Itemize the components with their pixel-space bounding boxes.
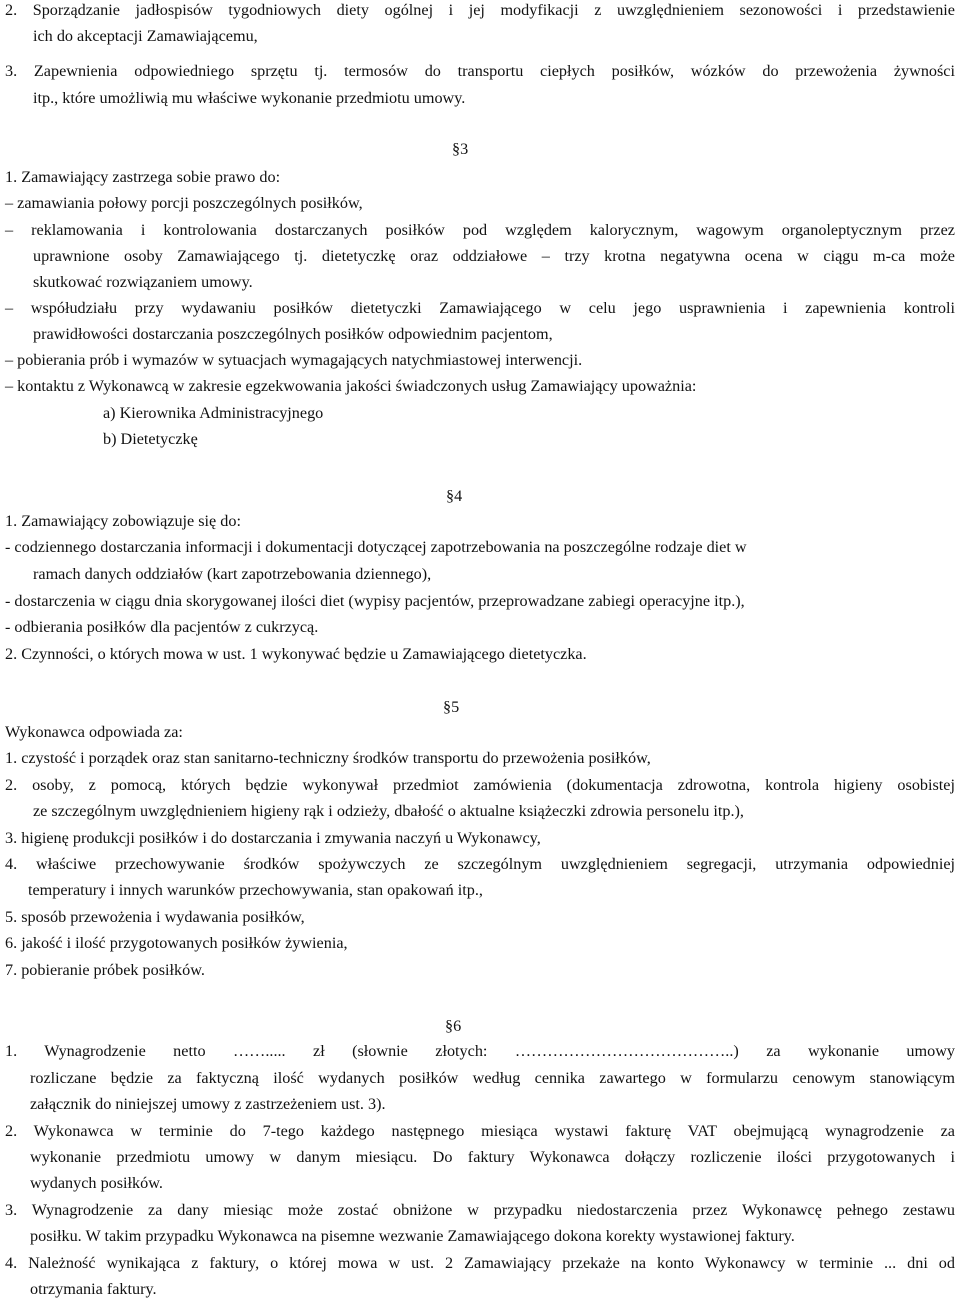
item-3-line-1: 3. Zapewnienia odpowiedniego sprzętu tj. termosów do transportu ciepłych posiłków, wózków do przewożenia żywności <box>5 62 955 80</box>
s5-item-4-line-2: temperatury i innych warunków przechowywania, stan opakowań itp., <box>28 881 483 899</box>
s5-item-3: 3. higienę produkcji posiłków i do dostarczania i zmywania naczyń u Wykonawcy, <box>5 829 541 847</box>
s3-intro: 1. Zamawiający zastrzega sobie prawo do: <box>5 168 281 186</box>
s6-p2-line-1: 2. Wykonawca w terminie do 7-tego każdego następnego miesiąca wystawi fakturę VAT obejmującą wynagrodzenie za <box>5 1122 955 1140</box>
s3-item-e: – kontaktu z Wykonawcą w zakresie egzekwowania jakości świadczonych usług Zamawiający upoważnia: <box>5 377 697 395</box>
s3-item-c-line-1: – współudziału przy wydawaniu posiłków dietetyczki Zamawiającego w celu jego usprawnienia i zapewnienia kontroli <box>5 299 955 317</box>
s3-item-d: – pobierania prób i wymazów w sytuacjach wymagających natychmiastowej interwencji. <box>5 351 583 369</box>
s4-intro: 1. Zamawiający zobowiązuje się do: <box>5 512 241 530</box>
s5-item-6: 6. jakość i ilość przygotowanych posiłków żywienia, <box>5 934 348 952</box>
item-2-line-2: ich do akceptacji Zamawiającemu, <box>33 27 258 45</box>
s5-item-2-line-2: ze szczególnym uwzględnieniem higieny rąk i odzieży, dbałość o aktualne książeczki zdrowia personelu itp.), <box>33 802 744 820</box>
s6-p3-line-2: posiłku. W takim przypadku Wykonawca na pisemne wezwanie Zamawiającego dokona korekty wystawionej faktury. <box>30 1227 795 1245</box>
s6-p2-line-3: wydanych posiłków. <box>30 1174 163 1192</box>
s3-item-e-b: b) Dietetyczkę <box>103 430 198 448</box>
section-heading-3: §3 <box>452 140 469 158</box>
section-heading-4: §4 <box>446 487 463 505</box>
item-3-line-2: itp., które umożliwią mu właściwe wykonanie przedmiotu umowy. <box>33 89 466 107</box>
s6-p3-line-1: 3. Wynagrodzenie za dany miesiąc może zostać obniżone w przypadku niedostarczenia przez Wykonawcę pełnego zestawu <box>5 1201 955 1219</box>
s6-p4-line-2: otrzymania faktury. <box>30 1280 157 1298</box>
section-heading-5: §5 <box>443 698 460 716</box>
item-2-line-1: 2. Sporządzanie jadłospisów tygodniowych diety ogólnej i jej modyfikacji z uwzględnieniem sezonowości i przedstawienie <box>5 1 955 19</box>
s3-item-b-line-3: skutkować rozwiązaniem umowy. <box>33 273 253 291</box>
section-heading-6: §6 <box>445 1017 462 1035</box>
s6-p1-line-2: rozliczane będzie za faktyczną ilość wydanych posiłków według cennika zawartego w formularzu cenowym stanowiącym <box>30 1069 955 1087</box>
s4-item-a-line-1: - codziennego dostarczania informacji i dokumentacji dotyczącej zapotrzebowania na poszczególne rodzaje diet w <box>5 538 747 556</box>
s6-p2-line-2: wykonanie przedmiotu umowy w danym miesiącu. Do faktury Wykonawca dołączy rozliczenie ilości przygotowanych i <box>30 1148 955 1166</box>
s4-paragraph-2: 2. Czynności, o których mowa w ust. 1 wykonywać będzie u Zamawiającego dietetyczka. <box>5 645 587 663</box>
s4-item-a-line-2: ramach danych oddziałów (kart zapotrzebowania dziennego), <box>33 565 432 583</box>
s6-p1-line-3: załącznik do niniejszej umowy z zastrzeżeniem ust. 3). <box>30 1095 386 1113</box>
s3-item-b-line-2: uprawnione osoby Zamawiającego tj. dietetyczkę oraz oddziałowe – trzy krotna negatywna ocena w ciągu m-ca może <box>33 247 955 265</box>
s5-intro: Wykonawca odpowiada za: <box>5 723 183 741</box>
s5-item-5: 5. sposób przewożenia i wydawania posiłków, <box>5 908 305 926</box>
s3-item-b-line-1: – reklamowania i kontrolowania dostarczanych posiłków pod względem kalorycznym, wagowym organoleptycznym przez <box>5 221 955 239</box>
s3-item-c-line-2: prawidłowości dostarczania poszczególnych posiłków odpowiednim pacjentom, <box>33 325 553 343</box>
s4-item-c: - odbierania posiłków dla pacjentów z cukrzycą. <box>5 618 319 636</box>
s5-item-4-line-1: 4. właściwe przechowywanie środków spożywczych ze szczególnym uwzględnieniem segregacji, utrzymania odpowiedniej <box>5 855 955 873</box>
s4-item-b: - dostarczenia w ciągu dnia skorygowanej ilości diet (wypisy pacjentów, przeprowadzane zabiegi operacyjne itp.), <box>5 592 745 610</box>
s6-p4-line-1: 4. Należność wynikająca z faktury, o której mowa w ust. 2 Zamawiający przekaże na konto Wykonawcy w terminie ... dni od <box>5 1254 955 1272</box>
s5-item-1: 1. czystość i porządek oraz stan sanitarno-techniczny środków transportu do przewożenia posiłków, <box>5 749 651 767</box>
s5-item-7: 7. pobieranie próbek posiłków. <box>5 961 205 979</box>
s6-p1-line-1: 1. Wynagrodzenie netto ……..... zł (słownie złotych: …………………………………..) za wykonanie umowy <box>5 1042 955 1060</box>
s5-item-2-line-1: 2. osoby, z pomocą, których będzie wykonywał przedmiot zamówienia (dokumentacja zdrowotna, kontrola higieny osobistej <box>5 776 955 794</box>
s3-item-a: – zamawiania połowy porcji poszczególnych posiłków, <box>5 194 363 212</box>
s3-item-e-a: a) Kierownika Administracyjnego <box>103 404 324 422</box>
